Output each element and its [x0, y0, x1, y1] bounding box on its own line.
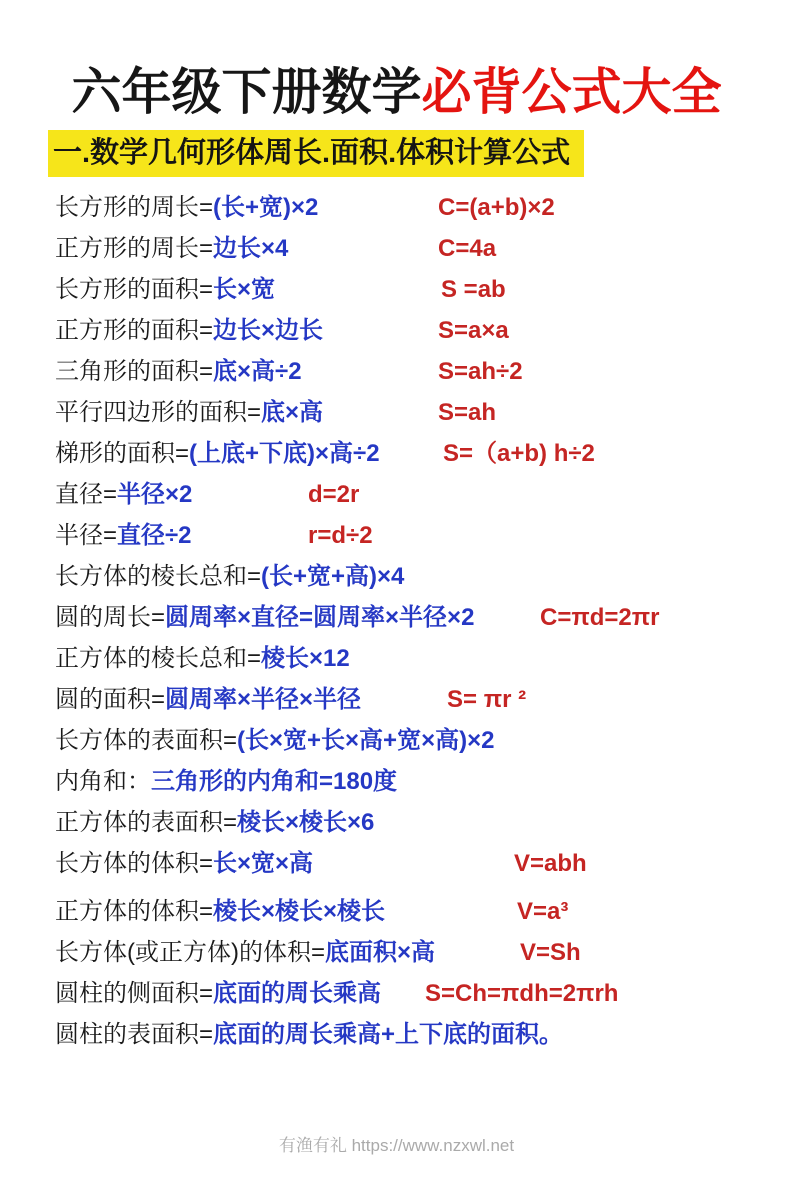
formula-row — [0, 638, 793, 679]
formula-row — [0, 679, 793, 720]
footer-credit: 有渔有礼 https://www.nzxwl.net — [278, 1136, 515, 1155]
formula-algebra: C=πd=2πr — [540, 604, 660, 631]
formula-row — [0, 597, 793, 638]
formula-label: 圆的面积= — [55, 686, 166, 713]
formula-expression: 三角形的内角和=180度 — [151, 768, 398, 795]
formula-row — [0, 891, 793, 932]
formula-label: 半径= — [55, 522, 118, 549]
formula-algebra: S=a×a — [438, 317, 509, 344]
formula-expression: 棱长×棱长×棱长 — [213, 898, 386, 925]
formula-expression: (长×宽+长×高+宽×高)×2 — [237, 727, 495, 754]
formula-algebra: V=Sh — [520, 939, 581, 966]
formula-row — [0, 973, 793, 1014]
formula-row — [0, 761, 793, 802]
formula-row — [0, 932, 793, 973]
formula-label: 平行四边形的面积= — [55, 399, 262, 426]
page-title — [0, 62, 793, 122]
formula-row — [0, 1014, 793, 1055]
formula-algebra: r=d÷2 — [308, 522, 373, 549]
formula-label: 正方体的棱长总和= — [55, 645, 262, 672]
page-title-black: 六年级下册数学 — [71, 64, 422, 120]
formula-row — [0, 802, 793, 843]
formula-label: 正方体的体积= — [55, 898, 214, 925]
formula-label: 直径= — [55, 481, 118, 508]
formula-row — [0, 228, 793, 269]
formula-expression: 半径×2 — [117, 481, 193, 508]
formula-label: 正方形的周长= — [55, 235, 214, 262]
formula-label: 长方形的面积= — [55, 276, 214, 303]
formula-list — [0, 187, 793, 1055]
formula-label: 三角形的面积= — [55, 358, 214, 385]
formula-row — [0, 269, 793, 310]
formula-expression: 直径÷2 — [117, 522, 192, 549]
formula-expression: (长+宽)×2 — [213, 194, 319, 221]
formula-expression: 底×高÷2 — [213, 358, 302, 385]
formula-row — [0, 843, 793, 884]
formula-algebra: d=2r — [308, 481, 360, 508]
formula-algebra: S=（a+b) h÷2 — [443, 440, 595, 467]
formula-expression: 圆周率×直径=圆周率×半径×2 — [165, 604, 475, 631]
formula-algebra: C=(a+b)×2 — [438, 194, 555, 221]
formula-expression: 棱长×12 — [261, 645, 350, 672]
formula-label: 圆柱的侧面积= — [55, 980, 214, 1007]
formula-row — [0, 474, 793, 515]
formula-expression: 底×高 — [261, 399, 324, 426]
formula-expression: 长×宽×高 — [213, 850, 314, 877]
formula-algebra: V=abh — [514, 850, 587, 877]
formula-row — [0, 556, 793, 597]
formula-label: 梯形的面积= — [55, 440, 190, 467]
page-title-red: 必背公式大全 — [421, 64, 722, 120]
formula-label: 正方形的面积= — [55, 317, 214, 344]
formula-algebra: C=4a — [438, 235, 497, 262]
formula-row — [0, 433, 793, 474]
formula-row — [0, 351, 793, 392]
formula-label: 正方体的表面积= — [55, 809, 238, 836]
formula-expression: 底面的周长乘高 — [213, 980, 382, 1007]
formula-expression: 底面的周长乘高+上下底的面积。 — [213, 1021, 564, 1048]
formula-algebra: S=Ch=πdh=2πrh — [425, 980, 619, 1007]
formula-label: 长方形的周长= — [55, 194, 214, 221]
formula-label: 长方体的体积= — [55, 850, 214, 877]
formula-expression: 长×宽 — [213, 276, 276, 303]
formula-expression: 边长×边长 — [213, 317, 324, 344]
formula-expression: 边长×4 — [213, 235, 289, 262]
formula-label: 圆柱的表面积= — [55, 1021, 214, 1048]
formula-row — [0, 310, 793, 351]
formula-label: 内角和： — [55, 768, 151, 795]
formula-label: 长方体(或正方体)的体积= — [55, 939, 325, 966]
formula-label: 长方体的棱长总和= — [55, 563, 262, 590]
formula-row — [0, 515, 793, 556]
formula-label: 长方体的表面积= — [55, 727, 238, 754]
formula-row — [0, 392, 793, 433]
formula-row — [0, 720, 793, 761]
formula-expression: (上底+下底)×高÷2 — [189, 440, 380, 467]
formula-algebra: S= πr ² — [447, 686, 527, 713]
formula-algebra: S=ah÷2 — [438, 358, 523, 385]
formula-label: 圆的周长= — [55, 604, 166, 631]
formula-expression: 棱长×棱长×6 — [237, 809, 375, 836]
formula-expression: (长+宽+高)×4 — [261, 563, 405, 590]
formula-algebra: V=a³ — [517, 898, 569, 925]
formula-algebra: S=ah — [438, 399, 497, 426]
formula-row — [0, 187, 793, 228]
formula-algebra: S =ab — [441, 276, 506, 303]
section-header: 一.数学几何形体周长.面积.体积计算公式 — [48, 130, 584, 177]
formula-expression: 底面积×高 — [325, 939, 436, 966]
formula-expression: 圆周率×半径×半径 — [165, 686, 362, 713]
